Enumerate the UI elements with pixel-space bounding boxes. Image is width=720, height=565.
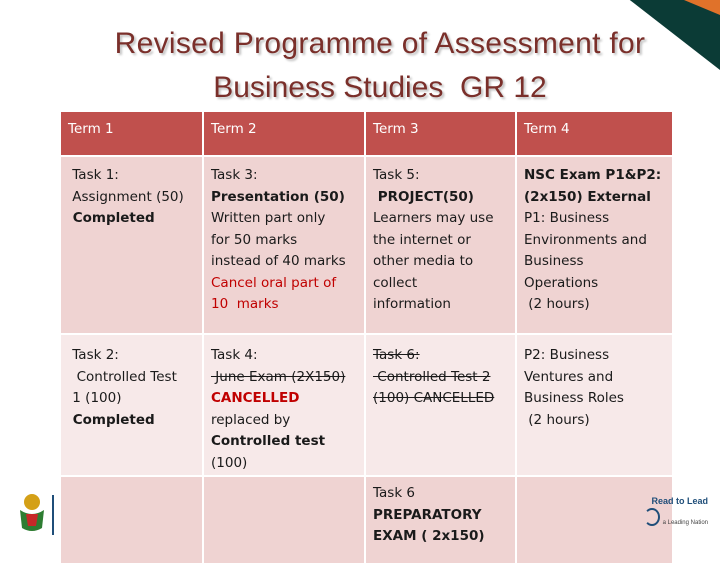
title-line-2: Business Studies GR 12 bbox=[213, 71, 547, 104]
department-logo-divider bbox=[52, 495, 64, 535]
cell-term2-task3 bbox=[203, 156, 365, 334]
cell-line: collect bbox=[373, 274, 418, 291]
cell-line: Task 6: bbox=[373, 347, 420, 363]
cell-line: (100) bbox=[211, 454, 248, 471]
cell-line: P2: Business bbox=[524, 347, 610, 363]
cell-line: instead of 40 marks bbox=[211, 253, 346, 269]
cell-line: Controlled Test 2 bbox=[373, 368, 491, 385]
cell-line: Business bbox=[524, 253, 584, 269]
cell-line: 10 marks bbox=[211, 296, 279, 312]
cell-line: Task 6 bbox=[373, 485, 416, 501]
cell-term4-p2 bbox=[516, 334, 673, 476]
cell-line: CANCELLED bbox=[211, 390, 300, 406]
cell-line: Task 5: bbox=[373, 167, 420, 183]
assessment-table bbox=[59, 110, 674, 565]
cell-line: Operations bbox=[524, 274, 599, 291]
cell-line: June Exam (2X150) bbox=[211, 368, 346, 385]
cell-line: Environments and bbox=[524, 231, 647, 248]
cell-term4-nsc-exam bbox=[516, 156, 673, 334]
cell-line: Written part only bbox=[211, 210, 326, 226]
cell-term1-task2 bbox=[60, 334, 203, 476]
cell-line: Controlled test bbox=[211, 433, 326, 449]
cell-line: (2 hours) bbox=[524, 296, 590, 312]
cell-line: Ventures and bbox=[524, 368, 614, 385]
cell-line: other media to bbox=[373, 253, 474, 269]
cell-line: (2x150) External bbox=[524, 188, 651, 205]
table-row bbox=[60, 334, 673, 476]
cell-line: Controlled Test bbox=[68, 368, 177, 385]
title-line-1: Revised Programme of Assessment for bbox=[114, 27, 646, 60]
cell-line: for 50 marks bbox=[211, 231, 298, 248]
cell-line: Completed bbox=[68, 411, 155, 428]
cell-line: Task 4: bbox=[211, 347, 258, 363]
cell-line-part: (100) CANCELLED bbox=[373, 390, 495, 406]
cell-line: PROJECT(50) bbox=[373, 188, 474, 205]
header-term-1: Term 1 bbox=[60, 111, 203, 156]
coat-of-arms-icon bbox=[12, 488, 52, 536]
cell-line: Business Roles bbox=[524, 390, 624, 406]
table-row bbox=[60, 156, 673, 334]
cell-term2-task4 bbox=[203, 334, 365, 476]
cell-line: the internet or bbox=[373, 231, 471, 248]
cell-line: 1 (100) bbox=[68, 390, 122, 406]
cell-line: Learners may use bbox=[373, 210, 494, 226]
cell-empty bbox=[60, 476, 203, 564]
read-to-lead-logo-icon bbox=[644, 508, 660, 526]
cell-line: EXAM ( 2x150) bbox=[373, 528, 485, 544]
read-to-lead-logo-subtext: a Leading Nation bbox=[662, 520, 708, 526]
slide-title bbox=[20, 22, 720, 110]
cell-line: Presentation (50) bbox=[211, 188, 345, 205]
cell-term3-task5 bbox=[365, 156, 516, 334]
header-term-2: Term 2 bbox=[203, 111, 365, 156]
header-term-4: Term 4 bbox=[516, 111, 673, 156]
header-row bbox=[60, 111, 673, 156]
cell-line: information bbox=[373, 296, 451, 312]
cell-line: Assignment (50) bbox=[68, 188, 184, 205]
table-row bbox=[60, 476, 673, 564]
cell-line: P1: Business bbox=[524, 210, 610, 226]
cell-line: Task 1: bbox=[68, 167, 119, 183]
read-to-lead-logo-text: Read to Lead bbox=[651, 496, 708, 506]
cell-term1-task1 bbox=[60, 156, 203, 334]
cell-line: PREPARATORY bbox=[373, 506, 482, 523]
cell-line: Completed bbox=[68, 210, 155, 226]
cell-line: replaced by bbox=[211, 411, 291, 428]
cell-line: Task 2: bbox=[68, 347, 119, 363]
cell-line: NSC Exam P1&P2: bbox=[524, 167, 662, 183]
header-term-3: Term 3 bbox=[365, 111, 516, 156]
cell-line bbox=[373, 388, 507, 410]
cell-term3-task6-cancelled bbox=[365, 334, 516, 476]
cell-line: (2 hours) bbox=[524, 411, 590, 428]
cell-line: Task 3: bbox=[211, 167, 258, 183]
cell-empty bbox=[203, 476, 365, 564]
cell-term3-task6-prep bbox=[365, 476, 516, 564]
cell-line: Cancel oral part of bbox=[211, 274, 337, 291]
